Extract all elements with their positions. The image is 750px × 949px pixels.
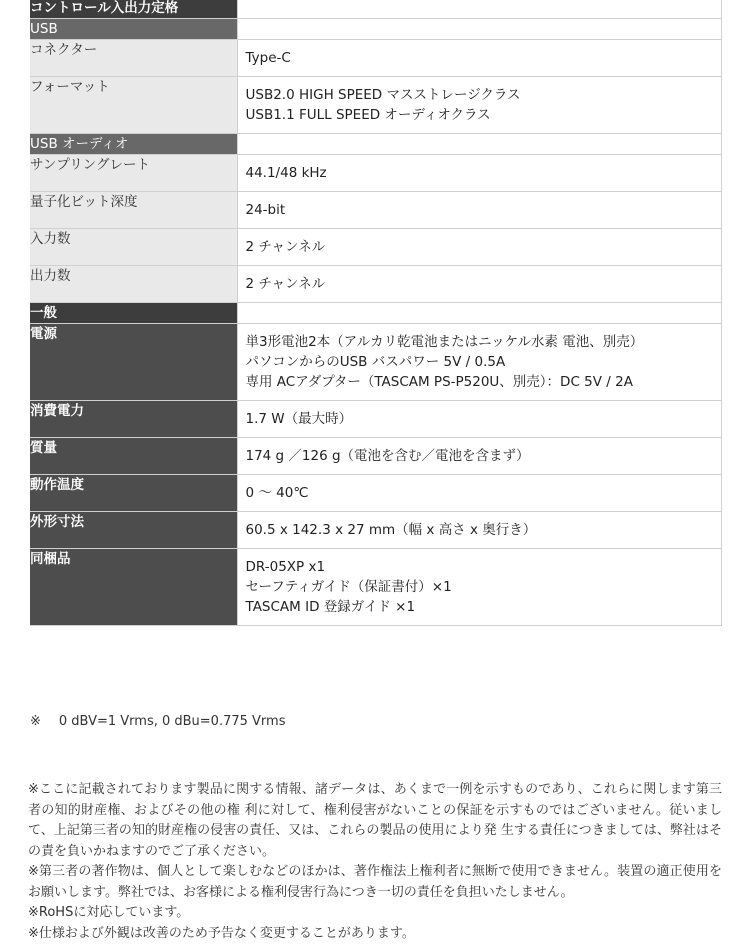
group-header-blank <box>237 19 721 40</box>
value-line: 174 g ／126 g（電池を含む／電池を含まず） <box>245 448 530 464</box>
value-line: 44.1/48 kHz <box>245 165 327 181</box>
row-label-connector: コネクター <box>30 40 237 77</box>
row-label-sampling-rate: サンプリングレート <box>30 155 237 192</box>
row-label-included: 同梱品 <box>30 549 237 626</box>
spec-table <box>30 0 722 626</box>
value-line: 2 チャンネル <box>245 276 326 292</box>
row-value-dimensions <box>237 512 721 549</box>
value-line: 0 ～ 40℃ <box>245 485 309 501</box>
table-row <box>30 438 721 475</box>
row-label-consumption: 消費電力 <box>30 401 237 438</box>
value-line: 専用 ACアダプター（TASCAM PS-P520U、別売）：DC 5V / 2A <box>245 374 633 390</box>
row-value-consumption <box>237 401 721 438</box>
value-line: パソコンからのUSB バスパワー 5V / 0.5A <box>245 354 506 370</box>
table-row <box>30 512 721 549</box>
disclaimer-changes: ※仕様および外観は改善のため予告なく変更することがあります。 <box>28 925 415 941</box>
row-value-temperature <box>237 475 721 512</box>
value-line: TASCAM ID 登録ガイド ×1 <box>245 599 416 615</box>
row-label-bit-depth: 量子化ビット深度 <box>30 192 237 229</box>
value-line: Type-C <box>245 50 291 66</box>
value-line: 60.5 x 142.3 x 27 mm（幅 x 高さ x 奥行き） <box>245 522 537 538</box>
section-header-row <box>30 0 721 19</box>
row-label-dimensions: 外形寸法 <box>30 512 237 549</box>
disclaimer-copyright: ※第三者の著作物は、個人として楽しむなどのほかは、著作権法上権利者に無断で使用できません。装置の適正使用をお願いします。弊社では、お客様による権利侵害行為につき一切の責任を負担いたしません。 <box>28 864 722 900</box>
row-label-weight: 質量 <box>30 438 237 475</box>
section-header-general: 一般 <box>30 303 237 324</box>
value-line: 単3形電池2本（アルカリ乾電池またはニッケル水素 電池、別売） <box>245 334 644 350</box>
footnote <box>30 713 285 731</box>
row-value-inputs <box>237 229 721 266</box>
table-row <box>30 324 721 401</box>
footnote-mark: ※ <box>30 714 41 729</box>
table-row <box>30 475 721 512</box>
disclaimer-rohs: ※RoHSに対応しています。 <box>28 905 190 920</box>
row-value-included <box>237 549 721 626</box>
group-header-row <box>30 134 721 155</box>
value-line: セーフティガイド（保証書付）×1 <box>245 579 452 595</box>
value-line: DR-05XP x1 <box>245 559 326 575</box>
section-header-control-io: コントロール入出力定格 <box>30 0 237 19</box>
table-row <box>30 155 721 192</box>
row-label-temperature: 動作温度 <box>30 475 237 512</box>
row-value-weight <box>237 438 721 475</box>
value-line: 2 チャンネル <box>245 239 326 255</box>
value-line: USB1.1 FULL SPEED オーディオクラス <box>245 107 491 123</box>
row-value-bit-depth <box>237 192 721 229</box>
row-label-inputs: 入力数 <box>30 229 237 266</box>
table-row <box>30 192 721 229</box>
row-value-sampling-rate <box>237 155 721 192</box>
disclaimer-block <box>28 780 722 944</box>
table-row <box>30 229 721 266</box>
table-row <box>30 40 721 77</box>
row-value-power <box>237 324 721 401</box>
table-row <box>30 401 721 438</box>
section-header-blank <box>237 303 721 324</box>
group-header-blank <box>237 134 721 155</box>
row-label-outputs: 出力数 <box>30 266 237 303</box>
row-value-outputs <box>237 266 721 303</box>
row-value-connector <box>237 40 721 77</box>
table-row <box>30 77 721 134</box>
row-label-format: フォーマット <box>30 77 237 134</box>
section-header-row <box>30 303 721 324</box>
group-header-usb-audio: USB オーディオ <box>30 134 237 155</box>
footnote-text: 0 dBV=1 Vrms, 0 dBu=0.775 Vrms <box>58 714 286 729</box>
value-line: 1.7 W（最大時） <box>245 411 353 427</box>
group-header-row <box>30 19 721 40</box>
table-row <box>30 266 721 303</box>
row-value-format <box>237 77 721 134</box>
table-row <box>30 549 721 626</box>
value-line: 24-bit <box>245 202 286 218</box>
value-line: USB2.0 HIGH SPEED マスストレージクラス <box>245 87 521 103</box>
section-header-blank <box>237 0 721 19</box>
row-label-power: 電源 <box>30 324 237 401</box>
group-header-usb: USB <box>30 19 237 40</box>
disclaimer-ip: ※ここに記載されております製品に関する情報、諸データは、あくまで一例を示すものであり、これらに関します第三者の知的財産権、およびその他の権 利に対して、権利侵害がないことの保証を示すものではございません。従いまして、上記第三者の知的財産権の侵害の責任、又は、これらの製品の使用により発 生する責任につきましては、弊社はその責を負いかねますのでご了承ください。 <box>28 782 722 859</box>
